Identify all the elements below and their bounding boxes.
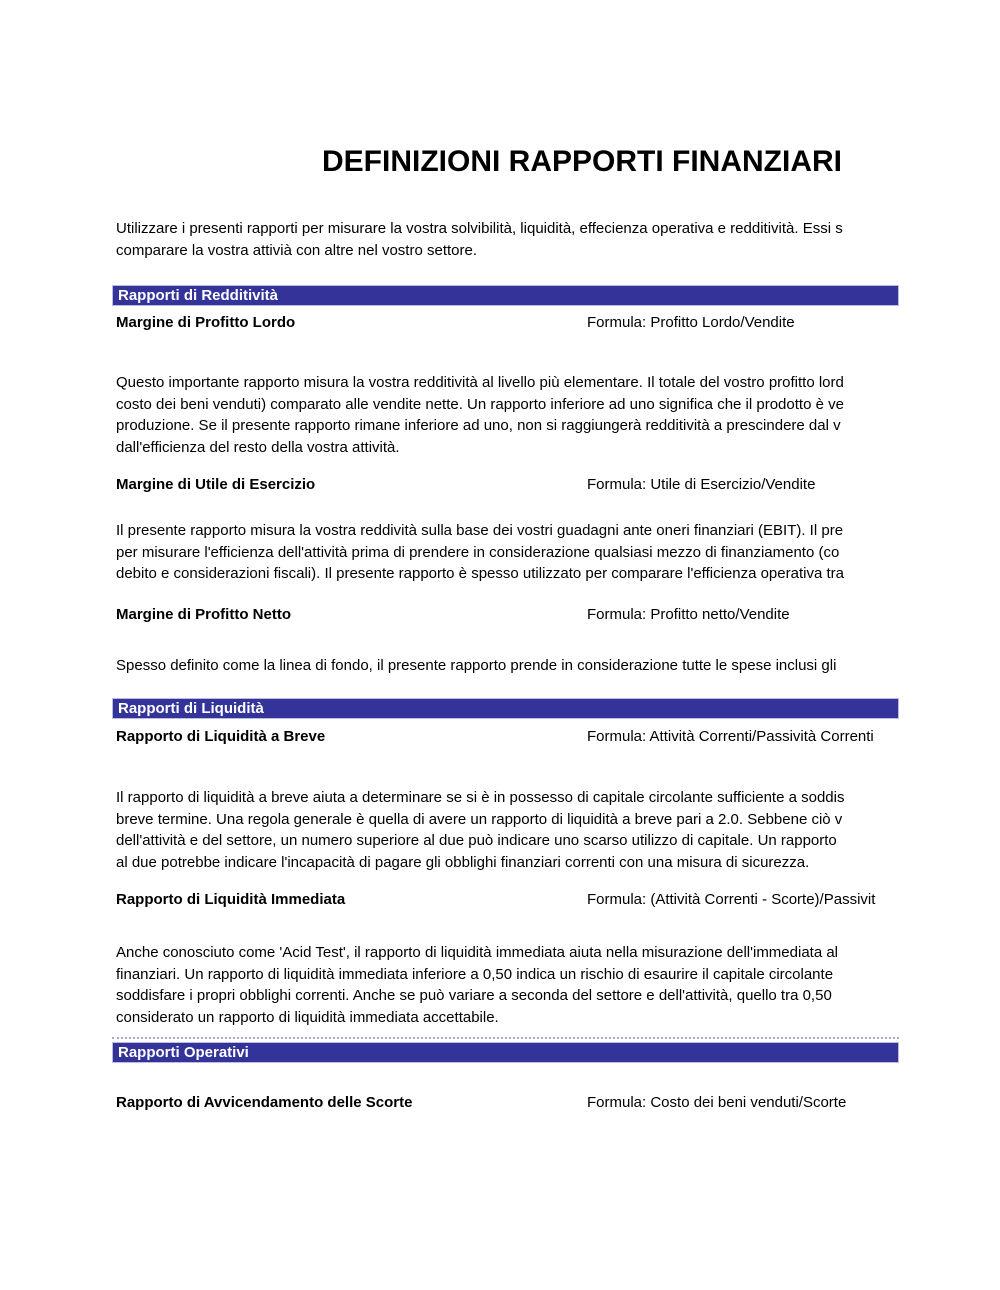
section-header-liquidita: Rapporti di Liquidità [112, 698, 899, 719]
paragraph-line: costo dei beni venduti) comparato alle vendite nette. Un rapporto inferiore ad uno significa che il prodotto è ve [116, 395, 844, 413]
paragraph-line: Spesso definito come la linea di fondo, il presente rapporto prende in considerazione tutte le spese inclusi gli [116, 657, 837, 674]
paragraph-line: produzione. Se il presente rapporto rimane inferiore ad uno, non si raggiungerà redditività a prescindere dal v [116, 417, 841, 435]
ratio-description [116, 787, 844, 874]
paragraph-line: comparare la vostra attivià con altre nel vostro settore. [116, 241, 477, 259]
paragraph-line: dell'attività e del settore, un numero superiore al due può indicare uno scarso utilizzo di capitale. Un rapporto [116, 832, 837, 850]
paragraph-line: debito e considerazioni fiscali). Il presente rapporto è spesso utilizzato per comparare l'efficienza operativa tra [116, 565, 844, 583]
paragraph-line: soddisfare i propri obblighi correnti. Anche se può variare a seconda del settore e dell'attività, quello tra 0,50 [116, 987, 832, 1005]
entry-row [112, 1094, 905, 1112]
ratio-name: Margine di Utile di Esercizio [116, 476, 316, 493]
paragraph-line: Il presente rapporto misura la vostra reddività sulla base dei vostri guadagni ante oneri finanziari (EBIT). Il pre [116, 522, 844, 539]
section-header-redditivita: Rapporti di Redditività [112, 285, 899, 306]
entry-row [112, 606, 905, 624]
ratio-name: Margine di Profitto Lordo [116, 314, 296, 331]
entry-row [112, 728, 905, 746]
ratio-formula: Formula: Profitto Lordo/Vendite [587, 314, 795, 331]
paragraph-line: Anche conosciuto come 'Acid Test', il rapporto di liquidità immediata aiuta nella misurazione dell'immediata al [116, 944, 839, 961]
paragraph-line: al due potrebbe indicare l'incapacità di pagare gli obblighi finanziari correnti con una misura di sicurezza. [116, 854, 810, 872]
ratio-formula: Formula: Profitto netto/Vendite [587, 606, 790, 623]
page-break-dotted-line [112, 1037, 899, 1039]
paragraph-line: finanziari. Un rapporto di liquidità immediata inferiore a 0,50 indica un rischio di esaurire il capitale circolante [116, 965, 834, 983]
paragraph-line: dall'efficienza del resto della vostra attività. [116, 439, 400, 457]
document-sheet [112, 0, 905, 1290]
ratio-description [116, 942, 838, 1029]
ratio-formula: Formula: Attività Correnti/Passività Correnti [587, 728, 874, 745]
paragraph-line: Questo importante rapporto misura la vostra redditività al livello più elementare. Il totale del vostro profitto lord [116, 374, 844, 391]
paragraph-line: breve termine. Una regola generale è quella di avere un rapporto di liquidità a breve pari a 2.0. Sebbene ciò v [116, 810, 843, 828]
intro-paragraph [116, 218, 843, 261]
paragraph-line: considerato un rapporto di liquidità immediata accettabile. [116, 1009, 499, 1027]
ratio-name: Margine di Profitto Netto [116, 606, 291, 623]
entry-row [112, 891, 905, 909]
ratio-description [116, 655, 836, 677]
ratio-description [116, 520, 844, 585]
ratio-description [116, 372, 844, 459]
paragraph-line: Utilizzare i presenti rapporti per misurare la vostra solvibilità, liquidità, effecienza operativa e redditività. Essi s [116, 220, 843, 237]
ratio-formula: Formula: (Attività Correnti - Scorte)/Passivit [587, 891, 876, 908]
ratio-formula: Formula: Costo dei beni venduti/Scorte [587, 1094, 847, 1111]
paragraph-line: per misurare l'efficienza dell'attività prima di prendere in considerazione qualsiasi mezzo di finanziamento (co [116, 543, 840, 561]
ratio-name: Rapporto di Avvicendamento delle Scorte [116, 1094, 413, 1111]
paragraph-line: Il rapporto di liquidità a breve aiuta a determinare se si è in possesso di capitale circolante sufficiente a soddis [116, 789, 845, 806]
ratio-name: Rapporto di Liquidità a Breve [116, 728, 326, 745]
entry-row [112, 476, 905, 494]
ratio-formula: Formula: Utile di Esercizio/Vendite [587, 476, 816, 493]
page-title: DEFINIZIONI RAPPORTI FINANZIARI [322, 145, 842, 178]
ratio-name: Rapporto di Liquidità Immediata [116, 891, 346, 908]
section-header-operativi: Rapporti Operativi [112, 1042, 899, 1063]
entry-row [112, 314, 905, 332]
